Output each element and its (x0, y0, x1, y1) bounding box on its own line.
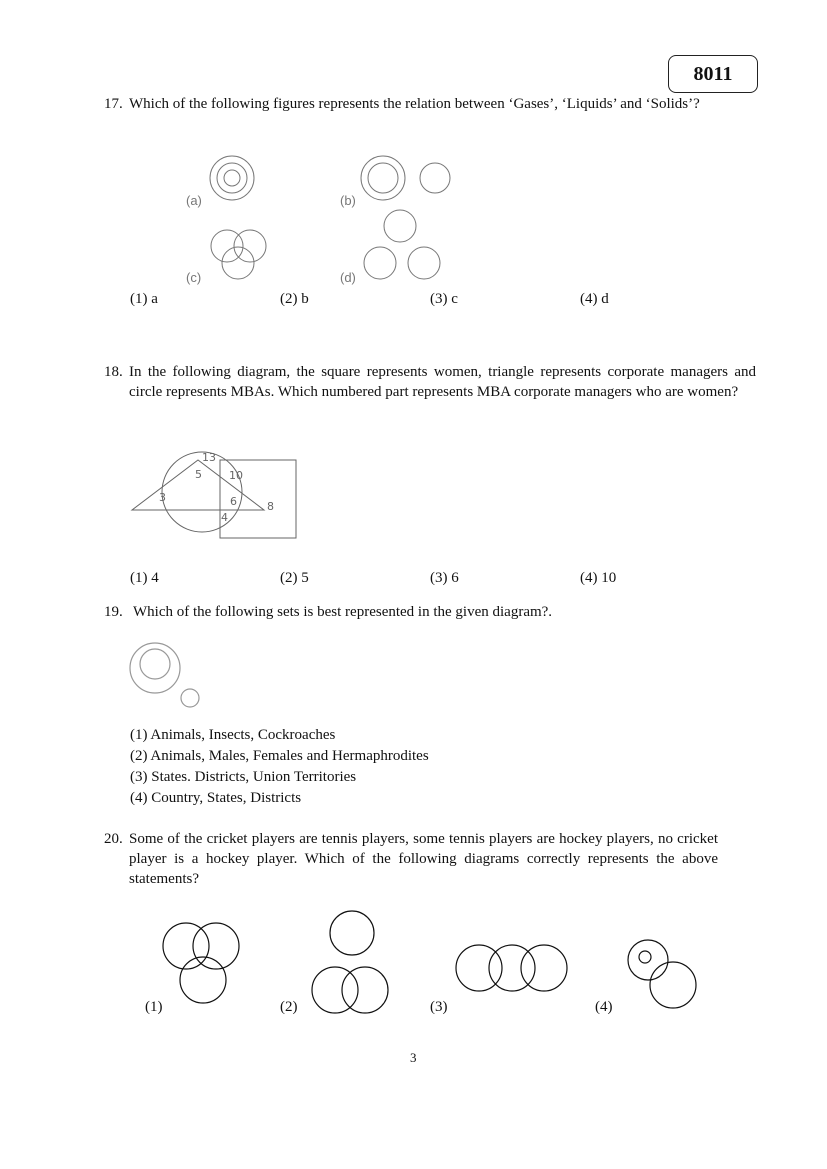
q20-option-3: (3) (430, 999, 448, 1015)
fig-label-a: (a) (186, 193, 202, 208)
q20-option-4: (4) (595, 999, 613, 1015)
q18-option-4: (4) 10 (580, 570, 617, 586)
q19-diagram (130, 643, 199, 707)
region-10: 10 (229, 469, 243, 482)
region-13: 13 (202, 451, 216, 464)
q17-option-2: (2) b (280, 291, 309, 307)
region-6: 6 (230, 495, 237, 508)
question-17: 17. Which of the following figures represents the relation between ‘Gases’, ‘Liquids’ and ‘Solids’? (104, 96, 700, 112)
page-number: 3 (410, 1050, 417, 1065)
q19-option-4: (4) Country, States, Districts (130, 790, 302, 806)
fig-label-d: (d) (340, 270, 356, 285)
q18-option-1: (1) 4 (130, 570, 159, 586)
q17-option-1: (1) a (130, 291, 158, 307)
region-8: 8 (267, 500, 274, 513)
question-19: 19. Which of the following sets is best represented in the given diagram?. (104, 604, 553, 620)
fig-label-b: (b) (340, 193, 356, 208)
q17-option-3: (3) c (430, 291, 458, 307)
q19-option-3: (3) States. Districts, Union Territories (130, 769, 357, 785)
region-3: 3 (159, 491, 166, 504)
region-5: 5 (195, 468, 202, 481)
q20-option-2: (2) (280, 999, 298, 1015)
question-20: 20. Some of the cricket players are tennis players, some tennis players are hockey players, no cricket player is a hockey player. Which of the following diagrams correctly represents the above statements? (104, 831, 718, 887)
question-18: 18. In the following diagram, the square represents women, triangle represents corporate managers and circle represents MBAs. Which numbered part represents MBA corporate managers who are women? (104, 364, 756, 400)
q20-option-1: (1) (145, 999, 163, 1015)
paper-code-box: 8011 (668, 55, 758, 93)
q20-diagrams (163, 911, 696, 1013)
q18-option-2: (2) 5 (280, 570, 309, 586)
q18-venn-diagram (132, 452, 296, 538)
region-4: 4 (221, 511, 228, 524)
fig-label-c: (c) (186, 270, 202, 285)
q19-option-2: (2) Animals, Males, Females and Hermaphrodites (130, 748, 429, 764)
q19-option-1: (1) Animals, Insects, Cockroaches (130, 727, 336, 743)
q17-option-4: (4) d (580, 291, 609, 307)
q19-options (130, 725, 429, 809)
q17-figures (210, 156, 450, 279)
q18-option-3: (3) 6 (430, 570, 459, 586)
